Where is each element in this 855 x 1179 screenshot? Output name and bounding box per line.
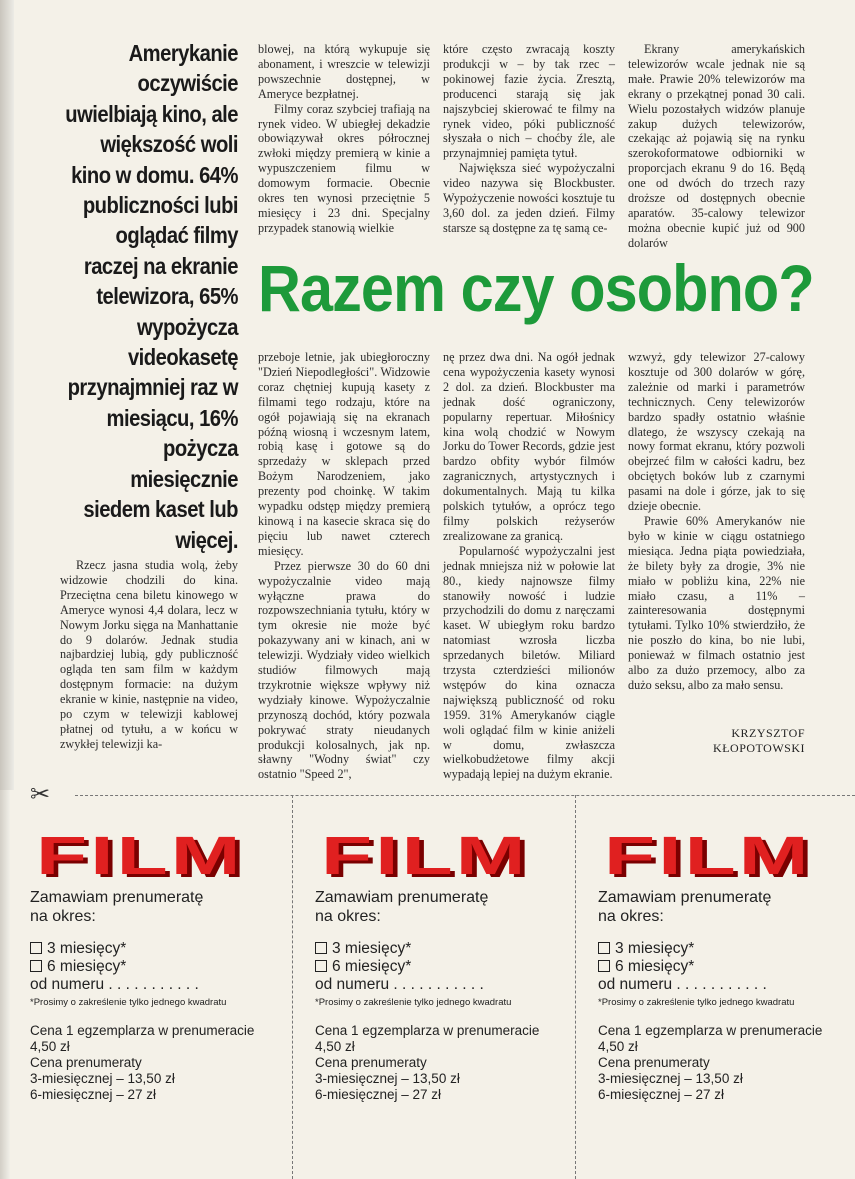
option-label: 6 miesięcy* <box>332 958 412 975</box>
paragraph: Prawie 60% Amerykanów nie było w kinie w ciągu ostatniego miesiąca. Jedna piąta powiedziała, że bilety były za drogie, 3% nie miało w pobliżu kina, 22% nie miało czasu, a 11% – zainteresowania dostępnymi tytułami. Tylko 10% stwierdziło, że nie poszło do kina, bo nie lubi, ponieważ w filmach ostatnio jest albo za dużo przemocy, albo za dużo seksu, albo za mało sensu. <box>628 513 805 692</box>
coupon-note: *Prosimy o zakreślenie tylko jednego kwadratu <box>598 997 795 1008</box>
order-line: Zamawiam prenumeratę <box>315 889 489 906</box>
option-label: 3 miesięcy* <box>47 940 127 957</box>
order-line: na okres: <box>315 908 381 925</box>
film-logo: FILM <box>604 826 812 886</box>
option-3-months[interactable] <box>30 940 285 958</box>
checkbox-icon[interactable] <box>598 960 610 972</box>
option-label: 6 miesięcy* <box>615 958 695 975</box>
checkbox-icon[interactable] <box>30 942 42 954</box>
option-label: 3 miesięcy* <box>332 940 412 957</box>
order-line: na okres: <box>30 908 96 925</box>
author-last-name: KŁOPOTOWSKI <box>713 741 805 755</box>
paragraph: Rzecz jasna studia wolą, żeby widzowie chodzili do kina. Przeciętna cena biletu kinowego w Ameryce wynosi 4,4 dolara, lecz w Nowym Jorku sięga na Manhattanie do 9 dolarów. Jednak studia najbardziej lubią, gdy publiczność ogląda ten sam film w każdym dostępnym formacie: na dużym ekranie w kinie, następnie na video, po czym w telewizji kablowej płatnej od tytułu, a w końcu w zwykłej telewizji ka- <box>60 558 238 751</box>
option-6-months[interactable] <box>598 958 853 976</box>
option-3-months[interactable] <box>315 940 570 958</box>
price-line: 3-miesięcznej – 13,50 zł <box>315 1071 460 1086</box>
column-2-top <box>258 42 430 236</box>
coupon-order-text <box>598 888 853 926</box>
checkbox-icon[interactable] <box>315 960 327 972</box>
page-spine-shadow <box>0 0 14 790</box>
paragraph: blowej, na którą wykupuje się abonament, i wreszcie w telewizji powszechnie dostępnej, w Ameryce bezpłatnej. <box>258 42 430 101</box>
price-line: Cena prenumeraty <box>598 1055 710 1070</box>
coupon-price <box>30 1023 285 1103</box>
pull-quote: Amerykanie oczywiście uwielbiają kino, ale większość woli kino w domu. 64% publiczności lubi oglądać filmy raczej na ekranie telewizora, 65% wypożycza videokasetę przynajmniej raz w miesiącu, 16% pożycza miesięcznie siedem kaset lub więcej. <box>65 40 238 553</box>
subscription-coupon[interactable] <box>598 826 853 1103</box>
price-line: Cena prenumeraty <box>30 1055 142 1070</box>
cut-line <box>75 795 855 796</box>
paragraph: Popularność wypożyczalni jest jednak mniejsza niż w połowie lat 80., kiedy najnowsze filmy stanowiły nowość i ludzie przychodzili do domu z naręczami kaset. W ubiegłym roku bardzo natomiast wzrosła liczba sprzedanych biletów. Miliard trzysta czterdzieści milionów wstępów do kina oznacza największą publiczność od roku 1959. 31% Amerykanów ciągle woli oglądać film w kinie aniżeli w domu, zwłaszcza wielkobudżetowe filmy akcji wypadają lepiej na dużym ekranie. <box>443 543 615 782</box>
article-headline: Razem czy osobno? <box>258 251 814 325</box>
option-label: 3 miesięcy* <box>615 940 695 957</box>
price-line: Cena 1 egzemplarza w prenumeracie <box>598 1023 823 1038</box>
film-logo: FILM <box>321 826 529 886</box>
column-4-lower <box>628 350 805 693</box>
subscription-coupon[interactable] <box>30 826 285 1103</box>
price-line: 6-miesięcznej – 27 zł <box>315 1087 442 1102</box>
paragraph: Przez pierwsze 30 do 60 dni wypożyczalnie video mają wyłączne prawa do rozpowszechniania tytułu, który w tym okresie nie może być pokazywany ani w kinach, ani w telewizji. Wydziały video wielkich studiów filmowych mają trzykrotnie większe wpływy niż wydziały kinowe. Wypożyczalnie przynoszą dochód, który pozwala pokrywać straty nieudanych produkcji kolosalnych, jak np. sławny "Wodny świat" czy ostatnio "Speed 2", <box>258 558 430 782</box>
scissors-icon: ✂ <box>30 780 51 808</box>
paragraph: Filmy coraz szybciej trafiają na rynek video. W ubiegłej dekadzie obowiązywał okres półrocznej zwłoki między premierą w kinie a wypuszczeniem filmu w domowym formacie. Obecnie okres ten wynosi przeciętnie 5 miesięcy i 23 dni. Specjalny przypadek stanowią wielkie <box>258 101 430 235</box>
price-line: 4,50 zł <box>315 1039 355 1054</box>
checkbox-icon[interactable] <box>30 960 42 972</box>
price-line: 4,50 zł <box>30 1039 70 1054</box>
from-issue-field[interactable]: od numeru . . . . . . . . . . . <box>315 976 484 993</box>
checkbox-icon[interactable] <box>598 942 610 954</box>
coupon-note: *Prosimy o zakreślenie tylko jednego kwadratu <box>30 997 227 1008</box>
coupon-price <box>315 1023 570 1103</box>
order-line: na okres: <box>598 908 664 925</box>
coupon-order-text <box>315 888 570 926</box>
price-line: Cena 1 egzemplarza w prenumeracie <box>30 1023 255 1038</box>
price-line: 3-miesięcznej – 13,50 zł <box>598 1071 743 1086</box>
from-issue-field[interactable]: od numeru . . . . . . . . . . . <box>30 976 199 993</box>
option-label: 6 miesięcy* <box>47 958 127 975</box>
author-first-name: KRZYSZTOF <box>731 726 805 740</box>
subscription-coupon[interactable] <box>315 826 570 1103</box>
coupon-note: *Prosimy o zakreślenie tylko jednego kwadratu <box>315 997 512 1008</box>
price-line: Cena 1 egzemplarza w prenumeracie <box>315 1023 540 1038</box>
column-1-lower <box>60 558 238 752</box>
order-line: Zamawiam prenumeratę <box>30 889 204 906</box>
option-6-months[interactable] <box>315 958 570 976</box>
price-line: Cena prenumeraty <box>315 1055 427 1070</box>
author-byline <box>640 726 805 756</box>
paragraph: Największa sieć wypożyczalni video nazywa się Blockbuster. Wypożyczenie nowości kosztuje tu 3,60 dol. za jeden dzień. Filmy starsze są dostępne za tę samą ce- <box>443 161 615 235</box>
film-logo: FILM <box>36 826 244 886</box>
checkbox-icon[interactable] <box>315 942 327 954</box>
column-4-top <box>628 42 805 251</box>
coupon-price <box>598 1023 853 1103</box>
page-spine-shadow-lower <box>0 790 10 1179</box>
from-issue-field[interactable]: od numeru . . . . . . . . . . . <box>598 976 767 993</box>
price-line: 3-miesięcznej – 13,50 zł <box>30 1071 175 1086</box>
column-3-top <box>443 42 615 236</box>
coupon-order-text <box>30 888 285 926</box>
column-3-lower <box>443 350 615 782</box>
paragraph: które często zwracają koszty produkcji w – by tak rzec – pokinowej fazie życia. Zresztą, producenci starają się jak najszybciej skierować te filmy na rynek video, póki publiczność słyszała o nich – choćby źle, ale przynajmniej pamięta tytuł. <box>443 42 615 161</box>
price-line: 6-miesięcznej – 27 zł <box>598 1087 725 1102</box>
order-line: Zamawiam prenumeratę <box>598 889 772 906</box>
paragraph: Ekrany amerykańskich telewizorów wcale jednak nie są małe. Prawie 20% telewizorów ma ekrany o przekątnej ponad 30 cali. Wielu pozostałych widzów planuje zakup dużych telewizorów, czekając aż pojawią się na rynku szerokoformatowe odbiorniki w proporcjach ekranu 9 do 16. Będą one od dwóch do trzech razy droższe od dostępnych obecnie aparatów. 35-calowy telewizor można obecnie kupić już od 900 dolarów <box>628 42 805 250</box>
price-line: 4,50 zł <box>598 1039 638 1054</box>
paragraph: przeboje letnie, jak ubiegłoroczny "Dzień Niepodległości". Widzowie coraz chętniej kupują kasety z filmami tego rodzaju, które na ogół pojawiają się na ekranach późną wiosną i wczesnym latem, robią kasę i gotowe są do sprzedaży w sklepach przed Bożym Narodzeniem, jako prezenty pod choinkę. W takim wypadku odstęp między premierą kinową i na kasecie skraca się do pięciu lub nawet czterech miesięcy. <box>258 350 430 558</box>
column-2-lower <box>258 350 430 782</box>
option-3-months[interactable] <box>598 940 853 958</box>
paragraph: nę przez dwa dni. Na ogół jednak cena wypożyczenia kasety wynosi 2 dol. za dzień. Blockbuster ma jednak dość ograniczony, popularny repertuar. Miłośnicy kina wolą chodzić w Nowym Jorku do Tower Records, gdzie jest bardzo obfity wybór filmów zagranicznych, artystycznych i dokumentalnych. Mają tu kilka polskich tytułów, a oprócz tego filmy polskich reżyserów zrealizowane za granicą. <box>443 350 615 543</box>
paragraph: wzwyż, gdy telewizor 27-calowy kosztuje od 300 dolarów w górę, zależnie od marki i parametrów technicznych. Ceny telewizorów bardzo spadły ostatnio właśnie dlatego, że wszyscy czekają na nowy format ekranu, który pozwoli obejrzeć film w całości kadru, bez obciętych boków lub z czarnymi pasami na dole i górze, jak to się dzieje obecnie. <box>628 350 805 514</box>
option-6-months[interactable] <box>30 958 285 976</box>
price-line: 6-miesięcznej – 27 zł <box>30 1087 157 1102</box>
